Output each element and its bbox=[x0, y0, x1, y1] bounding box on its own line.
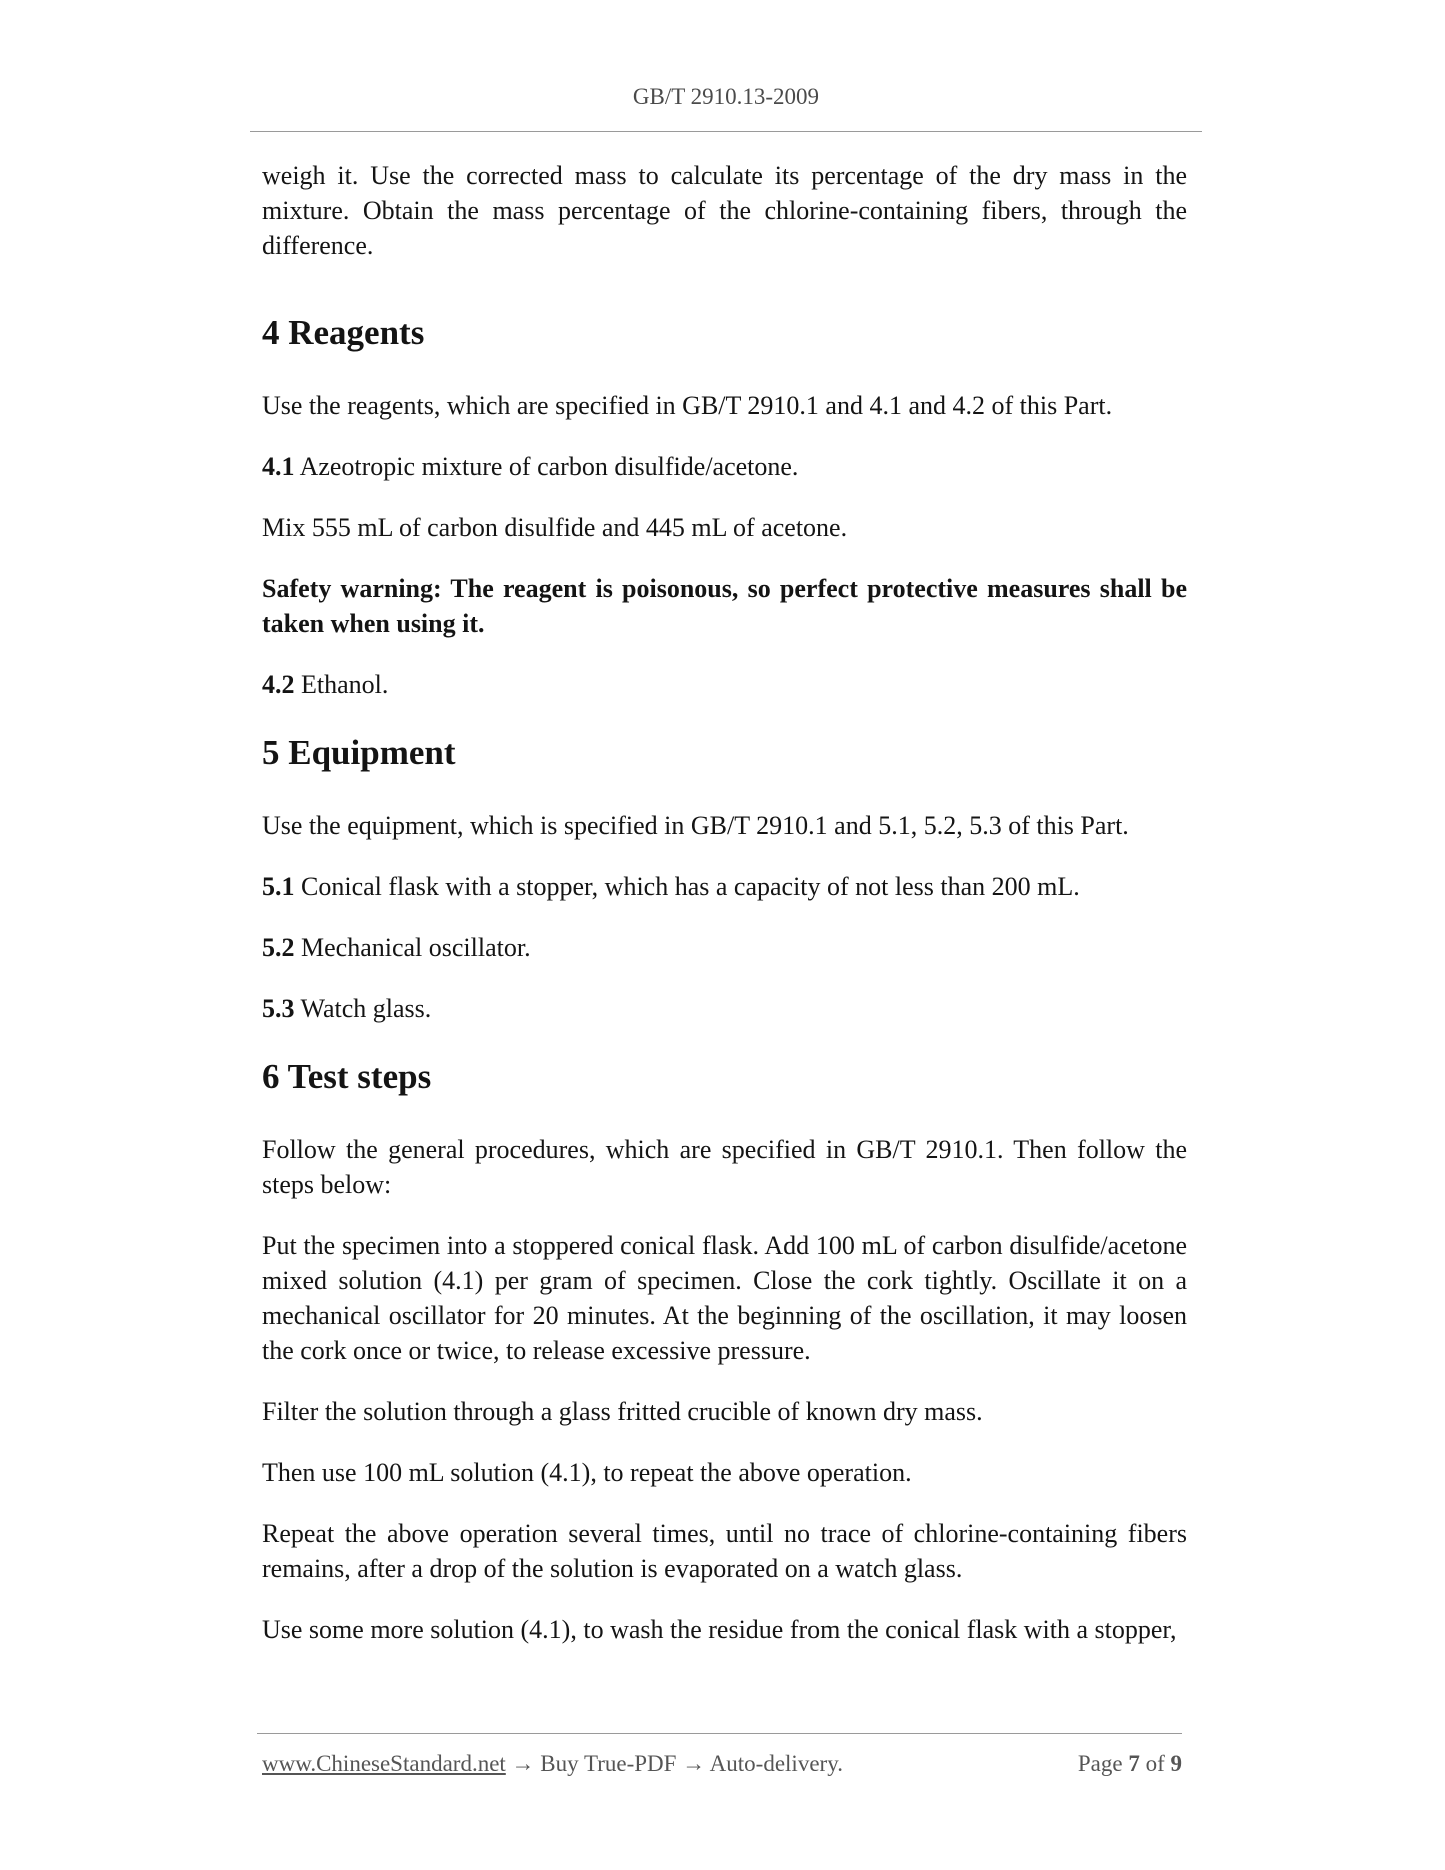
mix-instruction: Mix 555 mL of carbon disulfide and 445 mL of acetone. bbox=[262, 513, 848, 542]
clause-number: 5.2 bbox=[262, 933, 295, 962]
buy-true-pdf-text: Buy True-PDF bbox=[540, 1751, 677, 1776]
page-indicator bbox=[1078, 1751, 1182, 1777]
arrow-right-icon: → bbox=[676, 1751, 710, 1776]
clause-4-1 bbox=[262, 449, 1187, 484]
clause-4-2 bbox=[262, 667, 1187, 702]
clause-number: 4.1 bbox=[262, 452, 295, 481]
intro-paragraph: weigh it. Use the corrected mass to calculate its percentage of the dry mass in the mixture. Obtain the mass percentage of the chlorine-containing fibers, through the difference. bbox=[262, 161, 1187, 260]
clause-5-3 bbox=[262, 991, 1187, 1026]
safety-warning: Safety warning: The reagent is poisonous, so perfect protective measures shall be taken when using it. bbox=[262, 574, 1187, 638]
page-footer bbox=[262, 1751, 1182, 1777]
test-steps-paragraph: Filter the solution through a glass fritted crucible of known dry mass. bbox=[262, 1397, 983, 1426]
current-page-number: 7 bbox=[1128, 1751, 1140, 1776]
section-4-intro: Use the reagents, which are specified in GB/T 2910.1 and 4.1 and 4.2 of this Part. bbox=[262, 391, 1113, 420]
test-steps-paragraph: Repeat the above operation several times, until no trace of chlorine-containing fibers remains, after a drop of the solution is evaporated on a watch glass. bbox=[262, 1519, 1187, 1583]
clause-text: Mechanical oscillator. bbox=[294, 933, 531, 962]
clause-number: 5.3 bbox=[262, 994, 295, 1023]
auto-delivery-text: Auto-delivery. bbox=[709, 1751, 843, 1776]
total-pages-number: 9 bbox=[1170, 1751, 1182, 1776]
clause-5-2 bbox=[262, 930, 1187, 965]
clause-text: Watch glass. bbox=[294, 994, 432, 1023]
clause-number: 4.2 bbox=[262, 670, 295, 699]
test-steps-paragraph: Follow the general procedures, which are specified in GB/T 2910.1. Then follow the steps below: bbox=[262, 1135, 1187, 1199]
clause-5-1 bbox=[262, 869, 1187, 904]
section-5-heading: 5 Equipment bbox=[262, 733, 456, 772]
footer-divider bbox=[257, 1733, 1182, 1734]
header-divider bbox=[250, 131, 1202, 132]
page-content bbox=[262, 158, 1187, 1673]
website-link[interactable]: www.ChineseStandard.net bbox=[262, 1751, 506, 1776]
clause-number: 5.1 bbox=[262, 872, 295, 901]
clause-text: Azeotropic mixture of carbon disulfide/acetone. bbox=[294, 452, 799, 481]
of-label: of bbox=[1139, 1751, 1171, 1776]
section-4-heading: 4 Reagents bbox=[262, 313, 425, 352]
arrow-right-icon: → bbox=[505, 1751, 541, 1776]
clause-text: Ethanol. bbox=[294, 670, 389, 699]
test-steps-paragraph: Then use 100 mL solution (4.1), to repeat the above operation. bbox=[262, 1458, 912, 1487]
test-steps-paragraph: Put the specimen into a stoppered conical flask. Add 100 mL of carbon disulfide/acetone mixed solution (4.1) per gram of specimen. Close the cork tightly. Oscillate it on a mechanical oscillator for 20 minutes. At the beginning of the oscillation, it may loosen the cork once or twice, to release excessive pressure. bbox=[262, 1231, 1187, 1365]
test-steps-paragraph: Use some more solution (4.1), to wash the residue from the conical flask with a stopper, bbox=[262, 1615, 1177, 1644]
section-5-intro: Use the equipment, which is specified in GB/T 2910.1 and 5.1, 5.2, 5.3 of this Part. bbox=[262, 811, 1129, 840]
document-id-header: GB/T 2910.13-2009 bbox=[632, 84, 820, 109]
clause-text: Conical flask with a stopper, which has a capacity of not less than 200 mL. bbox=[294, 872, 1080, 901]
section-6-heading: 6 Test steps bbox=[262, 1057, 432, 1096]
page-label: Page bbox=[1077, 1751, 1129, 1776]
